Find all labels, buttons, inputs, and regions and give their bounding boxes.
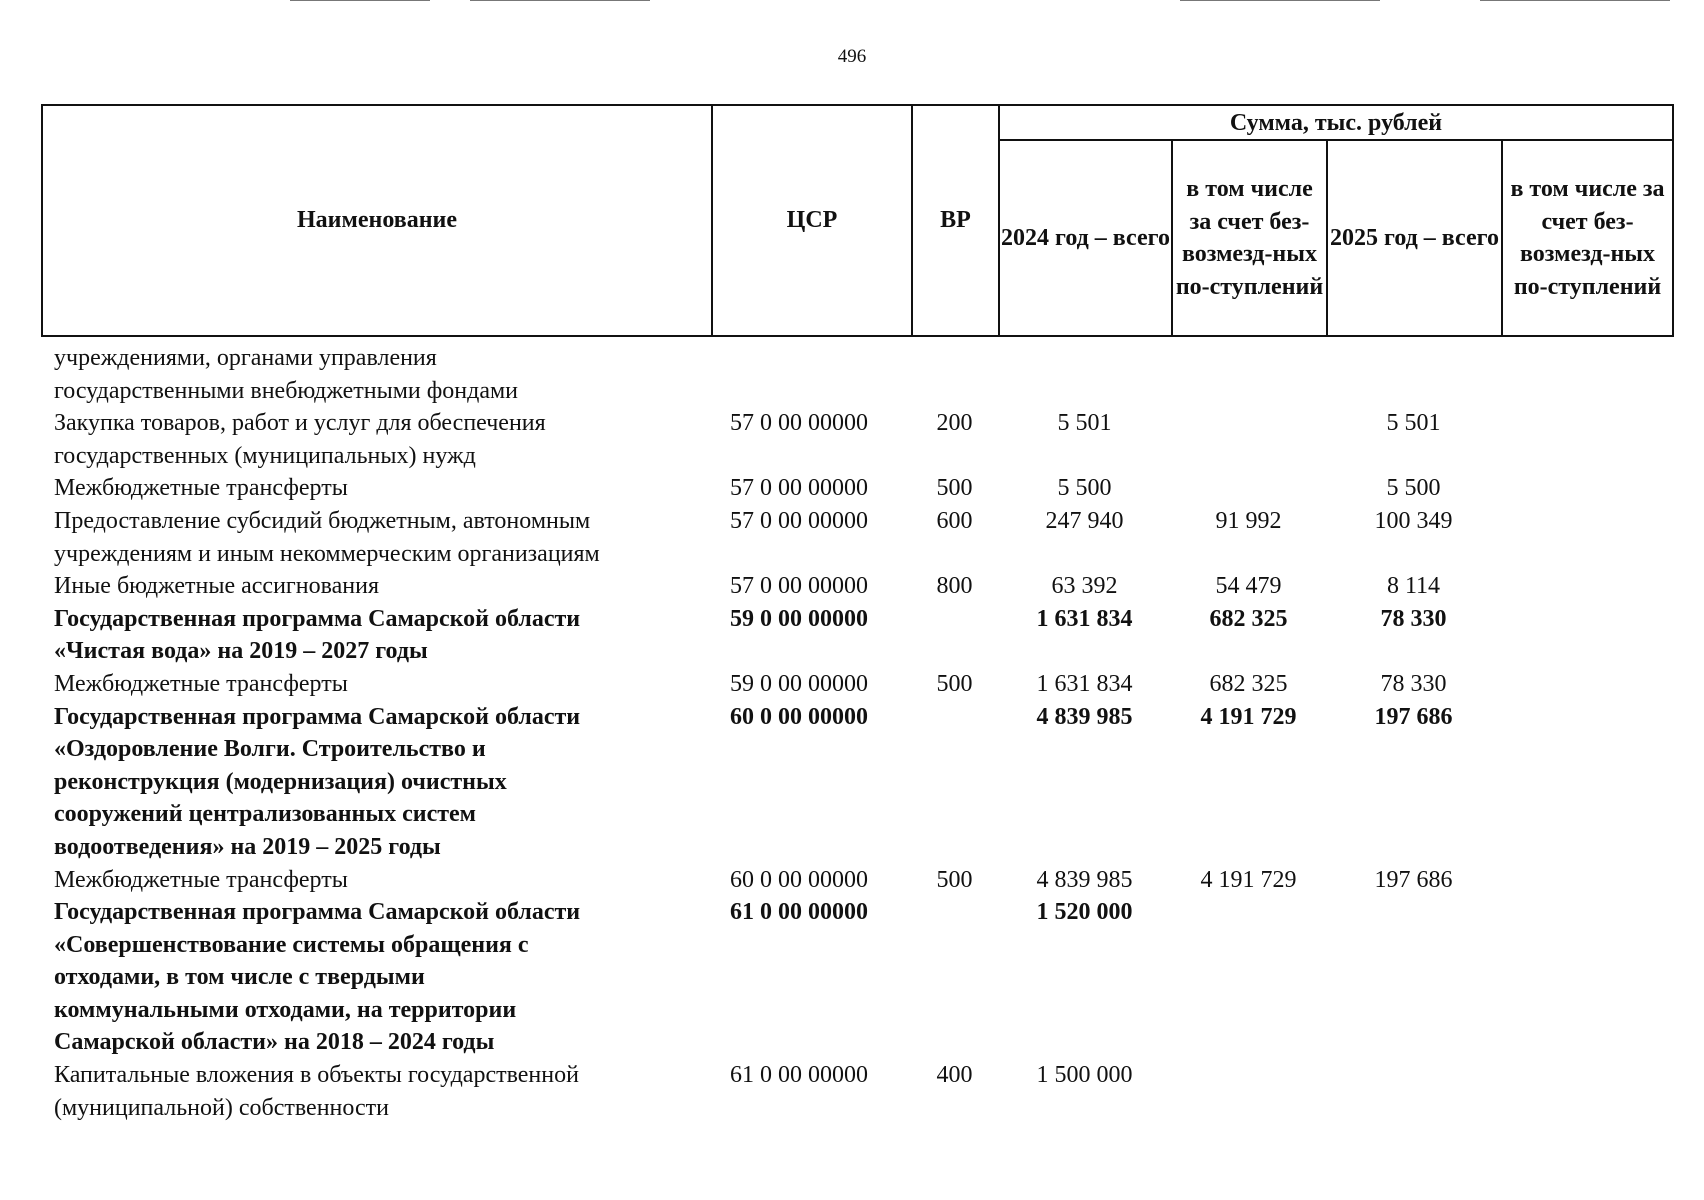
cell-csr: 59 0 00 00000 [730, 605, 868, 632]
header-vr: ВР [912, 105, 999, 336]
cell-2024-total: 5 501 [1057, 410, 1112, 437]
cell-2024-total: 1 500 000 [1036, 1062, 1133, 1089]
cell-2025-gratuitous [1501, 896, 1672, 1059]
cell-2024-total: 4 839 985 [1036, 866, 1133, 893]
cell-2024-total [998, 342, 1171, 407]
cell-csr: 57 0 00 00000 [730, 475, 868, 502]
cell-vr: 600 [936, 507, 973, 534]
cell-vr: 500 [936, 866, 973, 893]
cell-name-line: Закупка товаров, работ и услуг для обеспечения [54, 410, 546, 437]
cell-name-line: учреждениям и иным некоммерческим организациям [54, 540, 600, 567]
cell-name-line: отходами, в том числе с твердыми [54, 964, 425, 991]
cell-2025-total [1326, 896, 1501, 1059]
cell-name [41, 505, 711, 570]
cell-name-line: Иные бюджетные ассигнования [54, 573, 379, 600]
cell-name [41, 407, 711, 472]
scan-edge-line [1480, 0, 1670, 1]
cell-2024-gratuitous: 682 325 [1209, 605, 1288, 632]
header-2025-total: 2025 год – всего [1327, 140, 1502, 336]
cell-name-line: Межбюджетные трансферты [54, 475, 348, 502]
header-2025-gratuitous: в том числе за счет без-возмезд-ных по-ступлений [1502, 140, 1673, 336]
table-row [41, 407, 1672, 472]
scan-edge-line [470, 0, 650, 1]
cell-2025-total: 8 114 [1386, 573, 1441, 600]
cell-2025-gratuitous [1501, 668, 1672, 701]
scan-edge-line [290, 0, 430, 1]
table-row [41, 505, 1672, 570]
cell-name-line: коммунальными отходами, на территории [54, 996, 517, 1023]
header-sum-title: Сумма, тыс. рублей [999, 105, 1673, 140]
cell-2024-gratuitous: 682 325 [1209, 670, 1288, 697]
cell-2025-gratuitous [1501, 472, 1672, 505]
cell-vr [911, 342, 998, 407]
cell-csr: 60 0 00 00000 [730, 866, 868, 893]
cell-2024-gratuitous: 91 992 [1215, 507, 1282, 534]
cell-2025-total: 5 500 [1386, 475, 1441, 502]
scan-edge-line [1180, 0, 1380, 1]
cell-2025-total: 197 686 [1374, 866, 1453, 893]
cell-2025-total: 78 330 [1380, 605, 1447, 632]
cell-2025-total [1326, 1059, 1501, 1124]
header-name: Наименование [42, 105, 712, 336]
cell-name-line: (муниципальной) собственности [54, 1094, 389, 1121]
cell-csr: 57 0 00 00000 [730, 410, 868, 437]
cell-csr: 61 0 00 00000 [730, 1062, 868, 1089]
cell-name [41, 603, 711, 668]
table-row [41, 472, 1672, 505]
cell-2025-gratuitous [1501, 1059, 1672, 1124]
cell-csr: 61 0 00 00000 [730, 899, 868, 926]
cell-2024-gratuitous [1171, 407, 1326, 472]
cell-vr [911, 896, 998, 1059]
cell-2024-total: 63 392 [1051, 573, 1118, 600]
cell-2025-gratuitous [1501, 407, 1672, 472]
cell-2024-total: 1 631 834 [1036, 605, 1133, 632]
page-number: 496 [837, 46, 867, 67]
table-row [41, 342, 1672, 407]
cell-2025-gratuitous [1501, 342, 1672, 407]
cell-name-line: Межбюджетные трансферты [54, 866, 348, 893]
cell-name-line: «Совершенствование системы обращения с [54, 931, 529, 958]
cell-2025-gratuitous [1501, 864, 1672, 897]
cell-name-line: Государственная программа Самарской области [54, 605, 581, 632]
cell-2024-gratuitous [1171, 896, 1326, 1059]
table-rows [41, 342, 1672, 1124]
table-body [41, 342, 1672, 1124]
cell-2024-total: 1 520 000 [1036, 899, 1133, 926]
cell-name-line: государственными внебюджетными фондами [54, 377, 519, 404]
cell-2024-gratuitous: 4 191 729 [1200, 703, 1297, 730]
cell-name-line: учреждениями, органами управления [54, 345, 437, 371]
cell-vr: 400 [936, 1062, 973, 1089]
table-row [41, 1059, 1672, 1124]
cell-vr: 200 [936, 410, 973, 437]
table-row [41, 570, 1672, 603]
cell-name-line: водоотведения» на 2019 – 2025 годы [54, 833, 441, 860]
cell-2024-total: 247 940 [1045, 507, 1124, 534]
cell-name [41, 1059, 711, 1124]
cell-2024-gratuitous [1171, 472, 1326, 505]
cell-name [41, 668, 711, 701]
cell-2024-total: 4 839 985 [1036, 703, 1133, 730]
header-csr: ЦСР [712, 105, 912, 336]
cell-name-line: Государственная программа Самарской области [54, 703, 581, 730]
cell-name [41, 570, 711, 603]
cell-2024-total: 1 631 834 [1036, 670, 1133, 697]
cell-name-line: Межбюджетные трансферты [54, 670, 348, 697]
cell-2024-total: 5 500 [1057, 475, 1112, 502]
cell-2024-gratuitous: 54 479 [1215, 573, 1282, 600]
cell-name-line: «Оздоровление Волги. Строительство и [54, 736, 486, 763]
table-row [41, 864, 1672, 897]
cell-2024-gratuitous [1171, 342, 1326, 407]
cell-2025-total: 100 349 [1374, 507, 1453, 534]
cell-name [41, 864, 711, 897]
cell-vr: 800 [936, 573, 973, 600]
cell-vr: 500 [936, 670, 973, 697]
cell-2025-gratuitous [1501, 505, 1672, 570]
cell-name [41, 701, 711, 864]
cell-name-line: Государственная программа Самарской области [54, 899, 581, 926]
cell-2024-gratuitous: 4 191 729 [1200, 866, 1297, 893]
cell-2025-gratuitous [1501, 701, 1672, 864]
header-2024-total: 2024 год – всего [999, 140, 1172, 336]
cell-2025-total: 5 501 [1386, 410, 1441, 437]
table-row [41, 701, 1672, 864]
cell-2024-gratuitous [1171, 1059, 1326, 1124]
cell-name [41, 896, 711, 1059]
table-row [41, 603, 1672, 668]
cell-csr: 57 0 00 00000 [730, 507, 868, 534]
table-header [41, 104, 1674, 337]
cell-name-line: государственных (муниципальных) нужд [54, 442, 476, 469]
cell-vr: 500 [936, 475, 973, 502]
cell-vr [911, 603, 998, 668]
cell-csr: 57 0 00 00000 [730, 573, 868, 600]
cell-csr [711, 342, 911, 407]
table-row [41, 896, 1672, 1059]
table-row [41, 668, 1672, 701]
header-2024-gratuitous: в том числе за счет без-возмезд-ных по-ступлений [1172, 140, 1327, 336]
cell-name-line: Предоставление субсидий бюджетным, автономным [54, 507, 591, 534]
cell-name [41, 342, 711, 407]
cell-2025-total [1326, 342, 1501, 407]
cell-name-line: Самарской области» на 2018 – 2024 годы [54, 1029, 495, 1056]
cell-name [41, 472, 711, 505]
cell-2025-gratuitous [1501, 603, 1672, 668]
cell-2025-gratuitous [1501, 570, 1672, 603]
cell-name-line: Капитальные вложения в объекты государственной [54, 1062, 579, 1089]
cell-vr [911, 701, 998, 864]
cell-name-line: «Чистая вода» на 2019 – 2027 годы [54, 638, 428, 665]
cell-name-line: сооружений централизованных систем [54, 801, 477, 828]
cell-csr: 60 0 00 00000 [730, 703, 868, 730]
cell-csr: 59 0 00 00000 [730, 670, 868, 697]
cell-2025-total: 78 330 [1380, 670, 1447, 697]
cell-2025-total: 197 686 [1374, 703, 1453, 730]
cell-name-line: реконструкция (модернизация) очистных [54, 768, 507, 795]
